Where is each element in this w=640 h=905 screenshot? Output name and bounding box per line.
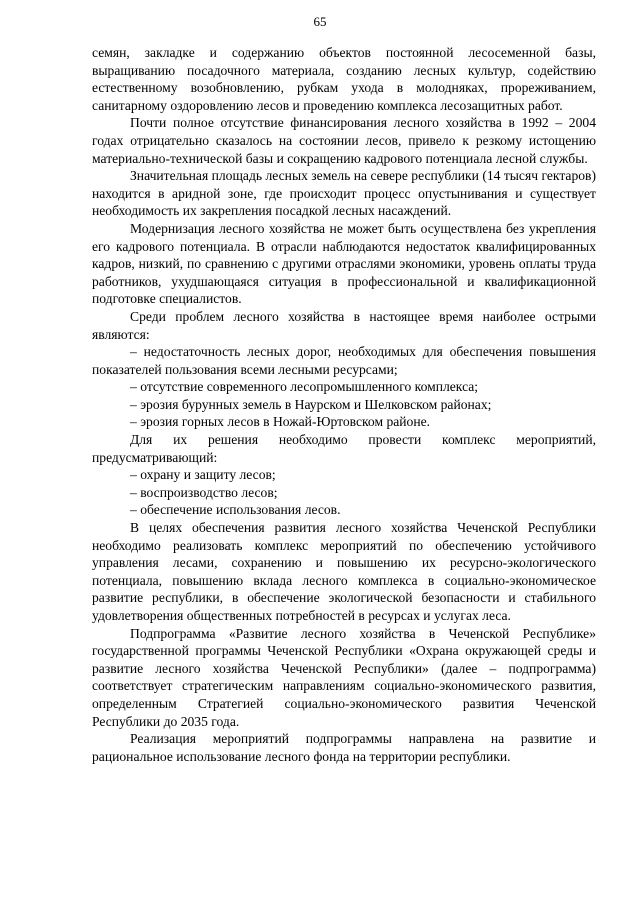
document-body	[92, 44, 596, 765]
problems-list	[92, 343, 596, 431]
list-item: – охрану и защиту лесов;	[130, 467, 276, 483]
paragraph-problems-intro: Среди проблем лесного хозяйства в настоящее время наиболее острыми являются:	[92, 308, 596, 342]
paragraph-continuation: семян, закладке и содержанию объектов постоянной лесосеменной базы, выращиванию посадочного материала, созданию лесных культур, содействию естественному возобновлению, рубкам ухода в молодняках, прореживанием, санитарному оздоровлению лесов и проведению комплекса лесозащитных работ.	[92, 45, 596, 113]
list-item: – эрозия горных лесов в Ножай-Юртовском районе.	[130, 414, 431, 430]
list-item: – эрозия бурунных земель в Наурском и Шелковском районах;	[130, 396, 492, 412]
measures-list	[92, 466, 596, 519]
paragraph-arid-zone: Значительная площадь лесных земель на севере республики (14 тысяч гектаров) находится в аридной зоне, где происходит процесс опустынивания и существует необходимость их закрепления посадкой лесных насаждений.	[92, 168, 596, 219]
paragraph-modernization: Модернизация лесного хозяйства не может быть осуществлена без укрепления его кадрового потенциала. В отрасли наблюдаются недостаток квалифицированных кадров, низкий, по сравнению с другими отраслями экономики, уровень оплаты труда работников, ухудшающаяся ситуация в профессиональной и квалификационной подготовке специалистов.	[92, 220, 596, 307]
list-item: – воспроизводство лесов;	[130, 484, 278, 500]
paragraph-subprogram: Подпрограмма «Развитие лесного хозяйства в Чеченской Республике» государственной программы Чеченской Республики «Охрана окружающей среды и развитие лесного хозяйства Чеченской Республики» (далее – подпрограмма) соответствует стратегическим направлениям социально-экономического развития, определенным Стратегией социально-экономического развития Чеченской Республики до 2035 года.	[92, 625, 596, 729]
list-item: – обеспечение использования лесов.	[130, 502, 341, 518]
list-item: – недостаточность лесных дорог, необходимых для обеспечения повышения показателей пользования всеми лесными ресурсами;	[92, 344, 596, 377]
paragraph-financing: Почти полное отсутствие финансирования лесного хозяйства в 1992 – 2004 годах отрицательно сказалось на состоянии лесов, привело к резкому истощению материально-технической базы и сокращению кадрового потенциала лесной службы.	[92, 115, 596, 166]
paragraph-goals: В целях обеспечения развития лесного хозяйства Чеченской Республики необходимо реализовать комплекс мероприятий по обеспечению устойчивого управления лесами, сохранению и повышению их ресурсно-экологического потенциала, повышению вклада лесного комплекса в социально-экономическое развитие республики, в обеспечение экологической безопасности и стабильного удовлетворения общественных потребностей в ресурсах и услугах леса.	[92, 520, 596, 623]
paragraph-implementation: Реализация мероприятий подпрограммы направлена на развитие и рациональное использование лесного фонда на территории республики.	[92, 731, 596, 764]
list-item: – отсутствие современного лесопромышленного комплекса;	[130, 379, 479, 395]
paragraph-measures-intro: Для их решения необходимо провести комплекс мероприятий, предусматривающий:	[92, 432, 596, 465]
page-number: 65	[313, 14, 327, 29]
